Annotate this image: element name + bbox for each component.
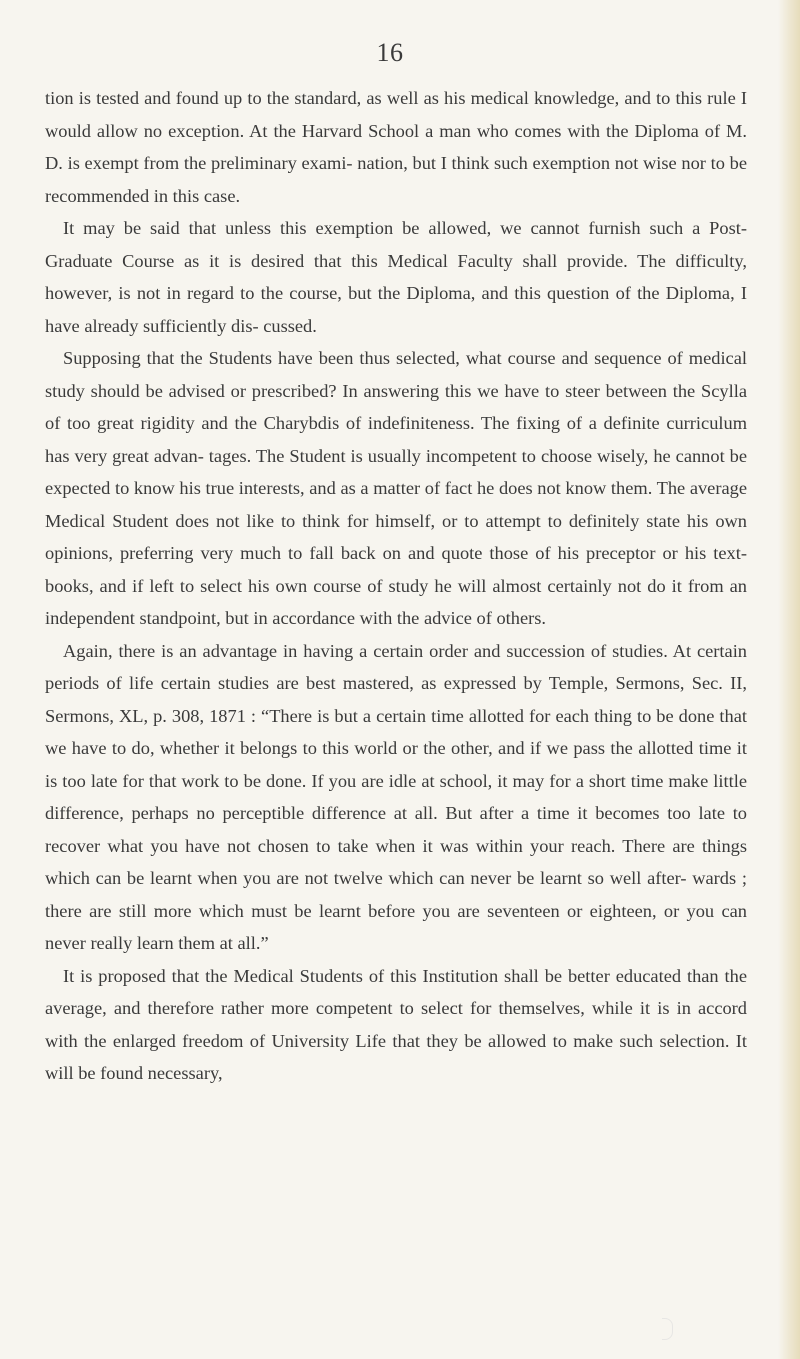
page-edge-shadow <box>778 0 800 1359</box>
body-text <box>45 82 747 1090</box>
paragraph-curriculum: Supposing that the Students have been thus selected, what course and sequence of medical study should be advised or prescribed? In answering this we have to steer between the Scylla of too great rigidity and the Charybdis of indefiniteness. The fixing of a definite curriculum has very great advan- tages. The Student is usually incompetent to choose wisely, he cannot be expected to know his true interests, and as a matter of fact he does not know them. The average Medical Student does not like to think for himself, or to attempt to definitely state his own opinions, preferring very much to fall back on and quote those of his preceptor or his text-books, and if left to select his own course of study he will almost certainly not do it from an independent standpoint, but in accordance with the advice of others. <box>45 348 747 628</box>
paragraph-selection: It is proposed that the Medical Students of this Institution shall be better educated than the average, and therefore rather more competent to select for themselves, while it is in accord with the enlarged freedom of University Life that they be allowed to make such selection. It will be found necessary, <box>45 965 747 1083</box>
paper-mark <box>662 1318 673 1340</box>
paragraph-exemption: It may be said that unless this exemption be allowed, we cannot furnish such a Post-Graduate Course as it is desired that this Medical Faculty shall provide. The difficulty, however, is not in regard to the course, but the Diploma, and this question of the Diploma, I have already sufficiently dis- cussed. <box>45 218 747 336</box>
paragraph-order-of-studies: Again, there is an advantage in having a certain order and succession of studies. At certain periods of life certain studies are best mastered, as expressed by Temple, Sermons, Sec. II, Sermons, XL, p. 308, 1871 : “There is but a certain time allotted for each thing to be done that we have to do, whether it belongs to this world or the other, and if we pass the allotted time it is too late for that work to be done. If you are idle at school, it may for a short time make little difference, perhaps no perceptible difference at all. But after a time it becomes too late to recover what you have not chosen to take when it was within your reach. There are things which can be learnt when you are not twelve which can never be learnt so well after- wards ; there are still more which must be learnt before you are seventeen or eighteen, or you can never really learn them at all.” <box>45 640 747 953</box>
paragraph-continuation: tion is tested and found up to the standard, as well as his medical knowledge, and to this rule I would allow no exception. At the Harvard School a man who comes with the Diploma of M. D. is exempt from the preliminary exami- nation, but I think such exemption not wise nor to be recommended in this case. <box>45 88 747 206</box>
page-number: 16 <box>376 38 404 67</box>
